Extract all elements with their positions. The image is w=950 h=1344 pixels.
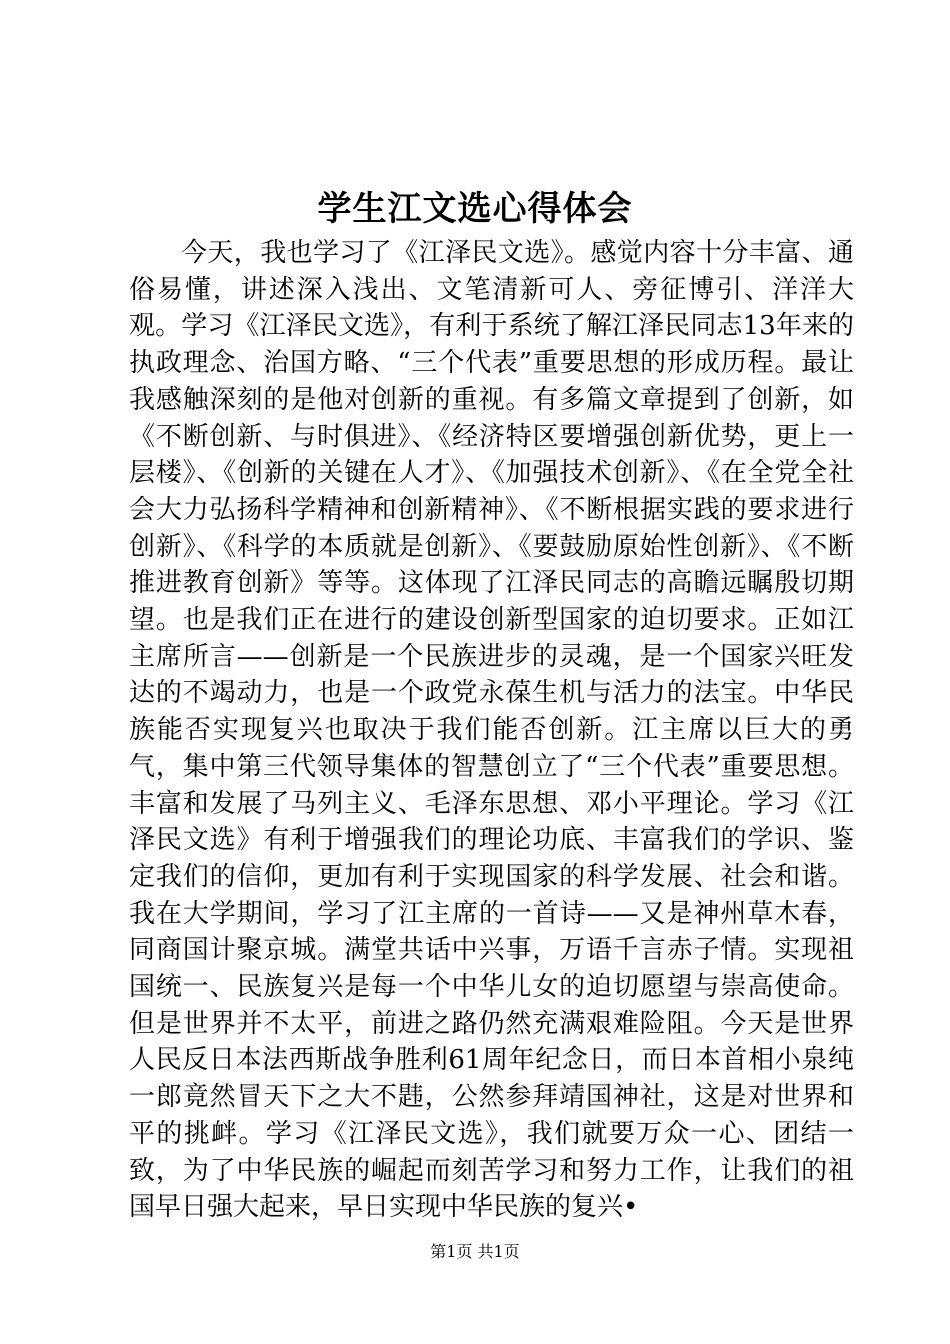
page-number-footer: 第1页 共1页: [430, 1242, 520, 1261]
document-body-paragraph: 今天，我也学习了《江泽民文选》。感觉内容十分丰富、通俗易懂，讲述深入浅出、文笔清新可人、旁征博引、洋洋大观。学习《江泽民文选》，有利于系统了解江泽民同志13年来的执政理念、治国方略、“三个代表”重要思想的形成历程。最让我感触深刻的是他对创新的重视。有多篇文章提到了创新，如《不断创新、与时俱进》、《经济特区要增强创新优势，更上一层楼》、《创新的关键在人才》、《加强技术创新》、《在全党全社会大力弘扬科学精神和创新精神》、《不断根据实践的要求进行创新》、《科学的本质就是创新》、《要鼓励原始性创新》、《不断推进教育创新》等等。这体现了江泽民同志的高瞻远瞩殷切期望。也是我们正在进行的建设创新型国家的迫切要求。正如江主席所言——创新是一个民族进步的灵魂，是一个国家兴旺发达的不竭动力，也是一个政党永葆生机与活力的法宝。中华民族能否实现复兴也取决于我们能否创新。江主席以巨大的勇气，集中第三代领导集体的智慧创立了“三个代表”重要思想。丰富和发展了马列主义、毛泽东思想、邓小平理论。学习《江泽民文选》有利于增强我们的理论功底、丰富我们的学识、鉴定我们的信仰，更加有利于实现国家的科学发展、社会和谐。我在大学期间，学习了江主席的一首诗——又是神州草木春，同商国计聚京城。满堂共话中兴事，万语千言赤子情。实现祖国统一、民族复兴是每一个中华儿女的迫切愿望与崇高使命。但是世界并不太平，前进之路仍然充满艰难险阻。今天是世界人民反日本法西斯战争胜利61周年纪念日，而日本首相小泉纯一郎竟然冒天下之大不韪，公然参拜靖国神社，这是对世界和平的挑衅。学习《江泽民文选》，我们就要万众一心、团结一致，为了中华民族的崛起而刻苦学习和努力工作，让我们的祖国早日强大起来，早日实现中华民族的复兴•: [129, 238, 854, 1223]
document-title: 学生江文选心得体会: [317, 189, 633, 229]
